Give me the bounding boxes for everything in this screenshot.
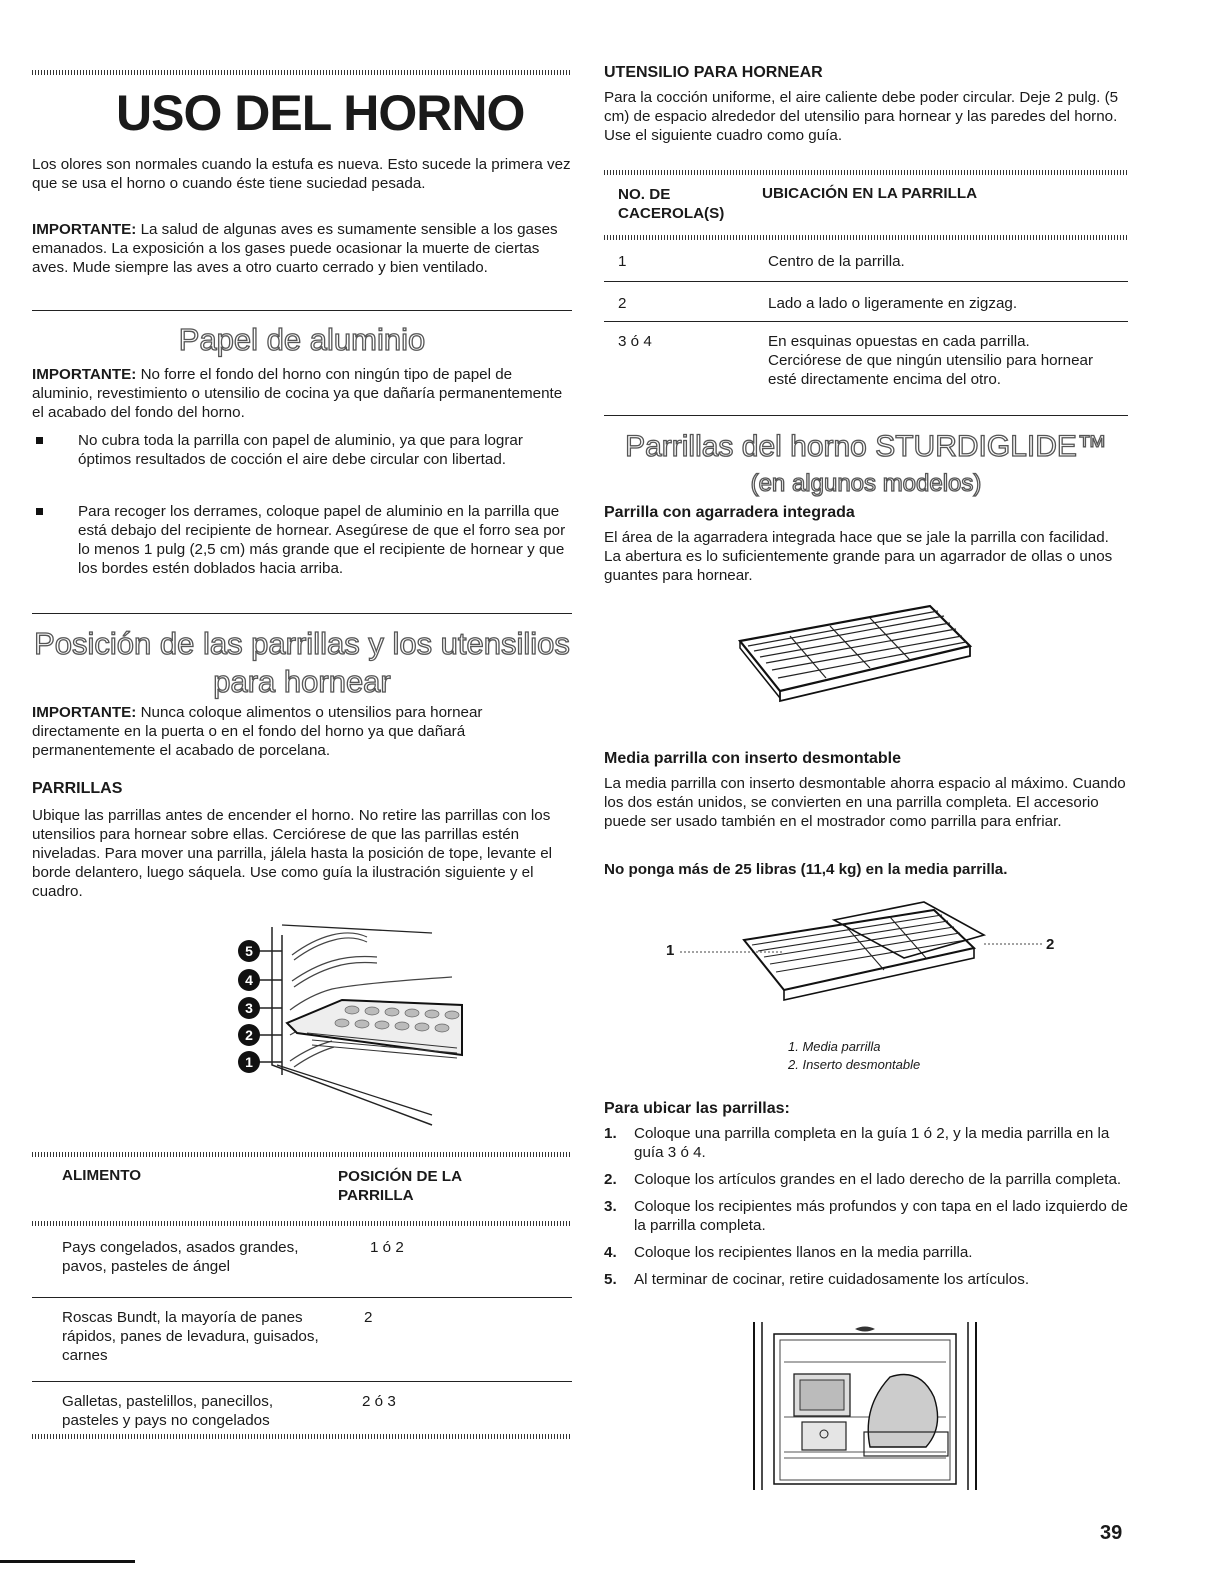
rack-position-illustration — [202, 915, 502, 1130]
half-rack-drawing — [654, 890, 1084, 1030]
sturdiglide-heading: Parrillas del horno STURDIGLIDE™ — [625, 430, 1107, 463]
pan-count-cell: 2 — [618, 295, 627, 312]
table-row — [604, 322, 1128, 416]
step-text: Coloque los artículos grandes en el lado derecho de la parrilla completa. — [634, 1171, 1122, 1188]
rack-position-5: 5 — [238, 940, 260, 962]
position-cell: 2 ó 3 — [362, 1393, 396, 1410]
important-birds-paragraph — [32, 220, 572, 277]
rack-drawing — [730, 596, 980, 726]
half-rack-warning: No ponga más de 25 libras (11,4 kg) en la media parrilla. — [604, 861, 1008, 878]
food-cell: Pays congelados, asados grandes, pavos, pasteles de ángel — [62, 1239, 299, 1275]
bullet-icon — [36, 437, 43, 444]
step-number: 2. — [604, 1171, 617, 1188]
section-divider — [32, 310, 572, 311]
table-row — [32, 1226, 572, 1298]
position-important-paragraph — [32, 703, 572, 760]
position-important-text: Nunca coloque alimentos o utensilios para hornear directamente en la puerta o en el fondo del horno ya que dañará permanentemente el acabado de porcelana. — [32, 704, 483, 759]
food-rack-table — [32, 1152, 572, 1439]
position-cell: 1 ó 2 — [370, 1239, 404, 1256]
foil-bullet — [32, 502, 572, 578]
top-rule — [32, 70, 572, 75]
position-cell: 2 — [364, 1309, 373, 1326]
step-number: 1. — [604, 1125, 617, 1142]
location-cell: Lado a lado o ligeramente en zigzag. — [768, 295, 1018, 312]
header-pan-count: NO. DE CACEROLA(S) — [618, 186, 725, 222]
step-item — [604, 1197, 1128, 1235]
bakeware-paragraph: Para la cocción uniforme, el aire caliente debe poder circular. Deje 2 pulg. (5 cm) de espacio alrededor del utensilio para hornear y las paredes del horno. Use el siguiente cuadro como guía. — [604, 89, 1119, 144]
table-row — [32, 1298, 572, 1382]
foil-bullet — [32, 431, 572, 469]
loaded-oven-illustration — [750, 1322, 980, 1490]
callout-1: 1 — [666, 942, 675, 959]
header-rack-position: POSICIÓN DE LA PARRILLA — [338, 1168, 462, 1204]
rack-position-4: 4 — [238, 969, 260, 991]
step-text: Coloque una parrilla completa en la guía 1 ó 2, y la media parrilla en la guía 3 ó 4. — [634, 1125, 1110, 1161]
racks-subheading: PARRILLAS — [32, 780, 123, 797]
half-rack-illustration — [654, 890, 1084, 1030]
food-cell: Galletas, pastelillos, panecillos, pasteles y pays no congelados — [62, 1393, 274, 1429]
rack-position-1: 1 — [238, 1051, 260, 1073]
step-text: Coloque los recipientes más profundos y con tapa en el lado izquierdo de la parrilla completa. — [634, 1198, 1128, 1234]
sturdiglide-subheading: (en algunos modelos) — [750, 470, 982, 497]
step-item — [604, 1243, 1128, 1262]
rack-position-2: 2 — [238, 1024, 260, 1046]
table-header-row — [604, 175, 1128, 229]
step-item — [604, 1124, 1128, 1162]
placement-subheading: Para ubicar las parrillas: — [604, 1100, 790, 1117]
step-item — [604, 1170, 1128, 1189]
bullet-icon — [36, 508, 43, 515]
position-important-label: IMPORTANTE: — [32, 704, 137, 721]
header-rack-location: UBICACIÓN EN LA PARRILLA — [762, 185, 978, 202]
callout-2: 2 — [1046, 936, 1055, 953]
table-header-row — [32, 1157, 572, 1211]
food-cell: Roscas Bundt, la mayoría de panes rápidos, panes de levadura, guisados, carnes — [62, 1309, 319, 1364]
oven-front-drawing — [750, 1322, 980, 1490]
handle-subheading: Parrilla con agarradera integrada — [604, 504, 855, 521]
table-bottom-rule — [32, 1434, 572, 1439]
intro-paragraph: Los olores son normales cuando la estufa es nueva. Esto sucede la primera vez que se usa el horno o cuando éste tiene suciedad pesada. — [32, 156, 571, 192]
location-cell: Centro de la parrilla. — [768, 253, 905, 270]
foil-bullet-text: No cubra toda la parrilla con papel de aluminio, ya que para lograr óptimos resultados de cocción el aire debe circular con libertad. — [78, 432, 523, 468]
location-cell: En esquinas opuestas en cada parrilla. Cerciórese de que ningún utensilio para hornear esté directamente encima del otro. — [768, 333, 1094, 388]
rack-position-3: 3 — [238, 997, 260, 1019]
foil-important-text: No forre el fondo del horno con ningún tipo de papel de aluminio, revestimiento o utensilio de cocina ya que dañaría permanentemente el acabado del fondo del horno. — [32, 366, 563, 421]
placement-steps — [604, 1124, 1128, 1289]
bottom-rule — [0, 1560, 135, 1563]
full-rack-illustration — [730, 596, 980, 726]
step-number: 3. — [604, 1198, 617, 1215]
half-rack-caption — [788, 1038, 920, 1074]
table-row — [604, 282, 1128, 322]
step-number: 4. — [604, 1244, 617, 1261]
pan-count-cell: 3 ó 4 — [618, 333, 652, 350]
table-row — [32, 1382, 572, 1434]
important-text: La salud de algunas aves es sumamente sensible a los gases emanados. La exposición a los gases puede ocasionar la muerte de ciertas aves. Mude siempre las aves a otro cuarto cerrado y bien ventilado. — [32, 221, 558, 276]
foil-important-label: IMPORTANTE: — [32, 366, 137, 383]
position-heading-line1: Posición de las parrillas y los utensilios — [34, 626, 570, 661]
half-rack-subheading: Media parrilla con inserto desmontable — [604, 750, 901, 767]
position-heading-line2: para hornear — [213, 664, 391, 699]
important-label: IMPORTANTE: — [32, 221, 137, 238]
racks-paragraph: Ubique las parrillas antes de encender el horno. No retire las parrillas con los utensilios para hornear sobre ellas. Cerciórese de que las parrillas estén niveladas. Para mover una parrilla, jálela hasta la posición de tope, levante el borde delantero, luego sáquela. Use como guía la ilustración siguiente y el cuadro. — [32, 807, 553, 900]
page-title: USO DEL HORNO — [116, 85, 525, 141]
section-divider — [32, 613, 572, 614]
caption-line: 2. Inserto desmontable — [788, 1057, 921, 1072]
bakeware-subheading: UTENSILIO PARA HORNEAR — [604, 64, 823, 81]
foil-heading: Papel de aluminio — [178, 322, 426, 357]
step-text: Al terminar de cocinar, retire cuidadosamente los artículos. — [634, 1271, 1030, 1288]
foil-bullet-text: Para recoger los derrames, coloque papel de aluminio en la parrilla que está debajo del recipiente de hornear. Asegúrese de que el forro sea por lo menos 1 pulg (2,5 cm) más grande que el recipiente de hornear y que los bordes estén doblados hacia arriba. — [78, 503, 566, 577]
page-number: 39 — [1100, 1522, 1123, 1544]
step-text: Coloque los recipientes llanos en la media parrilla. — [634, 1244, 973, 1261]
handle-paragraph: El área de la agarradera integrada hace que se jale la parrilla con facilidad. La abertura es lo suficientemente grande para un agarrador de ollas o unos guantes para hornear. — [604, 529, 1113, 584]
step-number: 5. — [604, 1271, 617, 1288]
step-item — [604, 1270, 1128, 1289]
table-row — [604, 240, 1128, 282]
foil-important-paragraph — [32, 365, 572, 422]
pan-placement-table — [604, 170, 1128, 416]
caption-line: 1. Media parrilla — [788, 1039, 881, 1054]
pan-count-cell: 1 — [618, 253, 627, 270]
header-food: ALIMENTO — [62, 1167, 142, 1184]
half-rack-paragraph: La media parrilla con inserto desmontable ahorra espacio al máximo. Cuando los dos están unidos, se convierten en una parrilla completa. El accesorio puede ser usado también en el mostrador como parrilla para enfriar. — [604, 775, 1126, 830]
